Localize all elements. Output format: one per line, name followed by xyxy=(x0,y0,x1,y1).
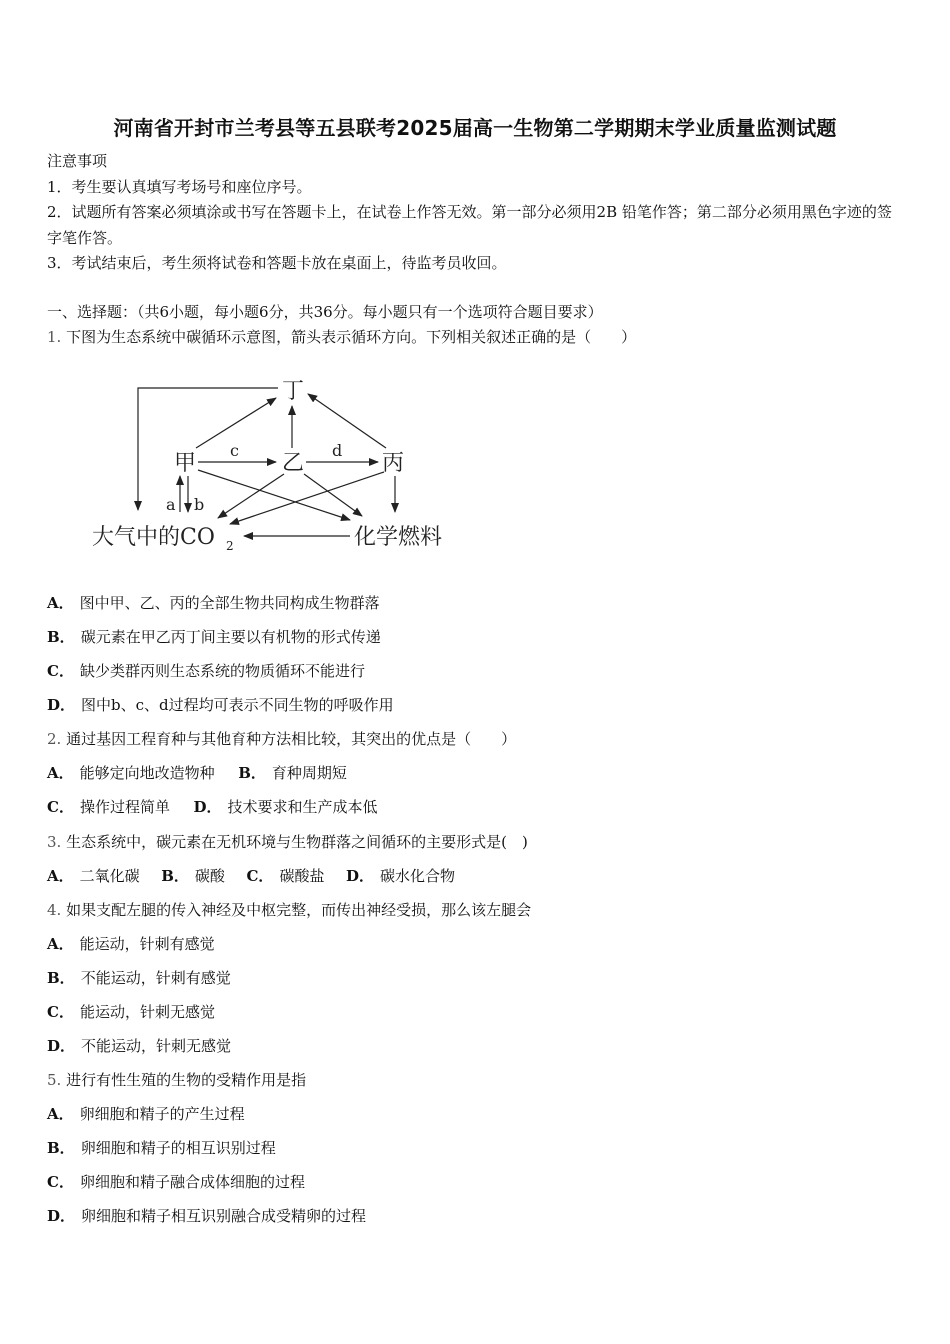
label-a: a xyxy=(166,495,176,514)
arrow-yi-to-fuel xyxy=(304,474,362,516)
question-number: 1. xyxy=(47,328,62,346)
label-b: b xyxy=(194,495,205,514)
carbon-cycle-diagram xyxy=(88,370,468,555)
node-jia: 甲 xyxy=(174,451,197,476)
arrow-yi-to-co2 xyxy=(218,474,284,518)
question-1-option-d: D． 图中b、c、d过程均可表示不同生物的呼吸作用 xyxy=(47,696,394,714)
question-3-options: A． 二氧化碳 B． 碳酸 C． 碳酸盐 D． 碳水化合物 xyxy=(47,867,456,885)
question-4-option-c: C． 能运动，针刺无感觉 xyxy=(47,1003,215,1021)
question-2-options-row-1: A． 能够定向地改造物种 B． 育种周期短 xyxy=(47,764,347,782)
arrow-bing-to-co2 xyxy=(230,472,384,524)
question-5-option-c: C． 卵细胞和精子融合成体细胞的过程 xyxy=(47,1173,305,1191)
question-5-option-b: B． 卵细胞和精子的相互识别过程 xyxy=(47,1139,276,1157)
question-2-stem: 2. 通过基因工程育种与其他育种方法相比较，其突出的优点是（ ） xyxy=(47,730,517,748)
question-5-option-d: D． 卵细胞和精子相互识别融合成受精卵的过程 xyxy=(47,1207,367,1225)
question-1-option-a: A． 图中甲、乙、丙的全部生物共同构成生物群落 xyxy=(47,594,380,612)
question-5-stem: 5. 进行有性生殖的生物的受精作用是指 xyxy=(47,1071,307,1089)
node-yi: 乙 xyxy=(282,451,305,476)
notice-item-1: 1．考生要认真填写考场号和座位序号。 xyxy=(47,178,312,196)
node-co2-subscript: 2 xyxy=(226,539,234,553)
notice-heading: 注意事项 xyxy=(47,152,108,170)
section-heading: 一、选择题：（共6小题，每小题6分，共36分。每小题只有一个选项符合题目要求） xyxy=(47,303,603,321)
arrow-bing-to-ding xyxy=(308,394,386,448)
question-1-option-b: B． 碳元素在甲乙丙丁间主要以有机物的形式传递 xyxy=(47,628,381,646)
question-3-stem: 3. 生态系统中，碳元素在无机环境与生物群落之间循环的主要形式是( ) xyxy=(47,833,528,851)
notice-item-2: 2．试题所有答案必须填涂或书写在答题卡上，在试卷上作答无效。第一部分必须用2B 铅笔作答；第二部分必须用黑色字迹的签字笔作答。 xyxy=(47,203,892,247)
notice-item-3: 3．考试结束后，考生须将试卷和答题卡放在桌面上，待监考员收回。 xyxy=(47,254,507,272)
question-text: 下图为生态系统中碳循环示意图，箭头表示循环方向。下列相关叙述正确的是（ ） xyxy=(66,328,637,346)
node-bing: 丙 xyxy=(382,451,405,476)
node-co2: 大气中的CO xyxy=(92,525,215,550)
question-4-option-b: B． 不能运动，针刺有感觉 xyxy=(47,969,231,987)
question-2-options-row-2: C． 操作过程简单 D． 技术要求和生产成本低 xyxy=(47,798,378,816)
arrow-jia-to-fuel xyxy=(198,470,350,520)
page-title: 河南省开封市兰考县等五县联考2025届高一生物第二学期期末学业质量监测试题 xyxy=(113,116,837,140)
node-fuel: 化学燃料 xyxy=(354,525,443,550)
node-ding: 丁 xyxy=(282,379,305,404)
question-1-stem xyxy=(47,327,636,347)
question-5-option-a: A． 卵细胞和精子的产生过程 xyxy=(47,1105,245,1123)
label-d: d xyxy=(332,441,343,460)
question-4-option-a: A． 能运动，针刺有感觉 xyxy=(47,935,215,953)
question-4-option-d: D． 不能运动，针刺无感觉 xyxy=(47,1037,232,1055)
question-1-option-c: C． 缺少类群丙则生态系统的物质循环不能进行 xyxy=(47,662,365,680)
question-4-stem: 4. 如果支配左腿的传入神经及中枢完整，而传出神经受损，那么该左腿会 xyxy=(47,901,532,919)
label-c: c xyxy=(230,441,239,460)
